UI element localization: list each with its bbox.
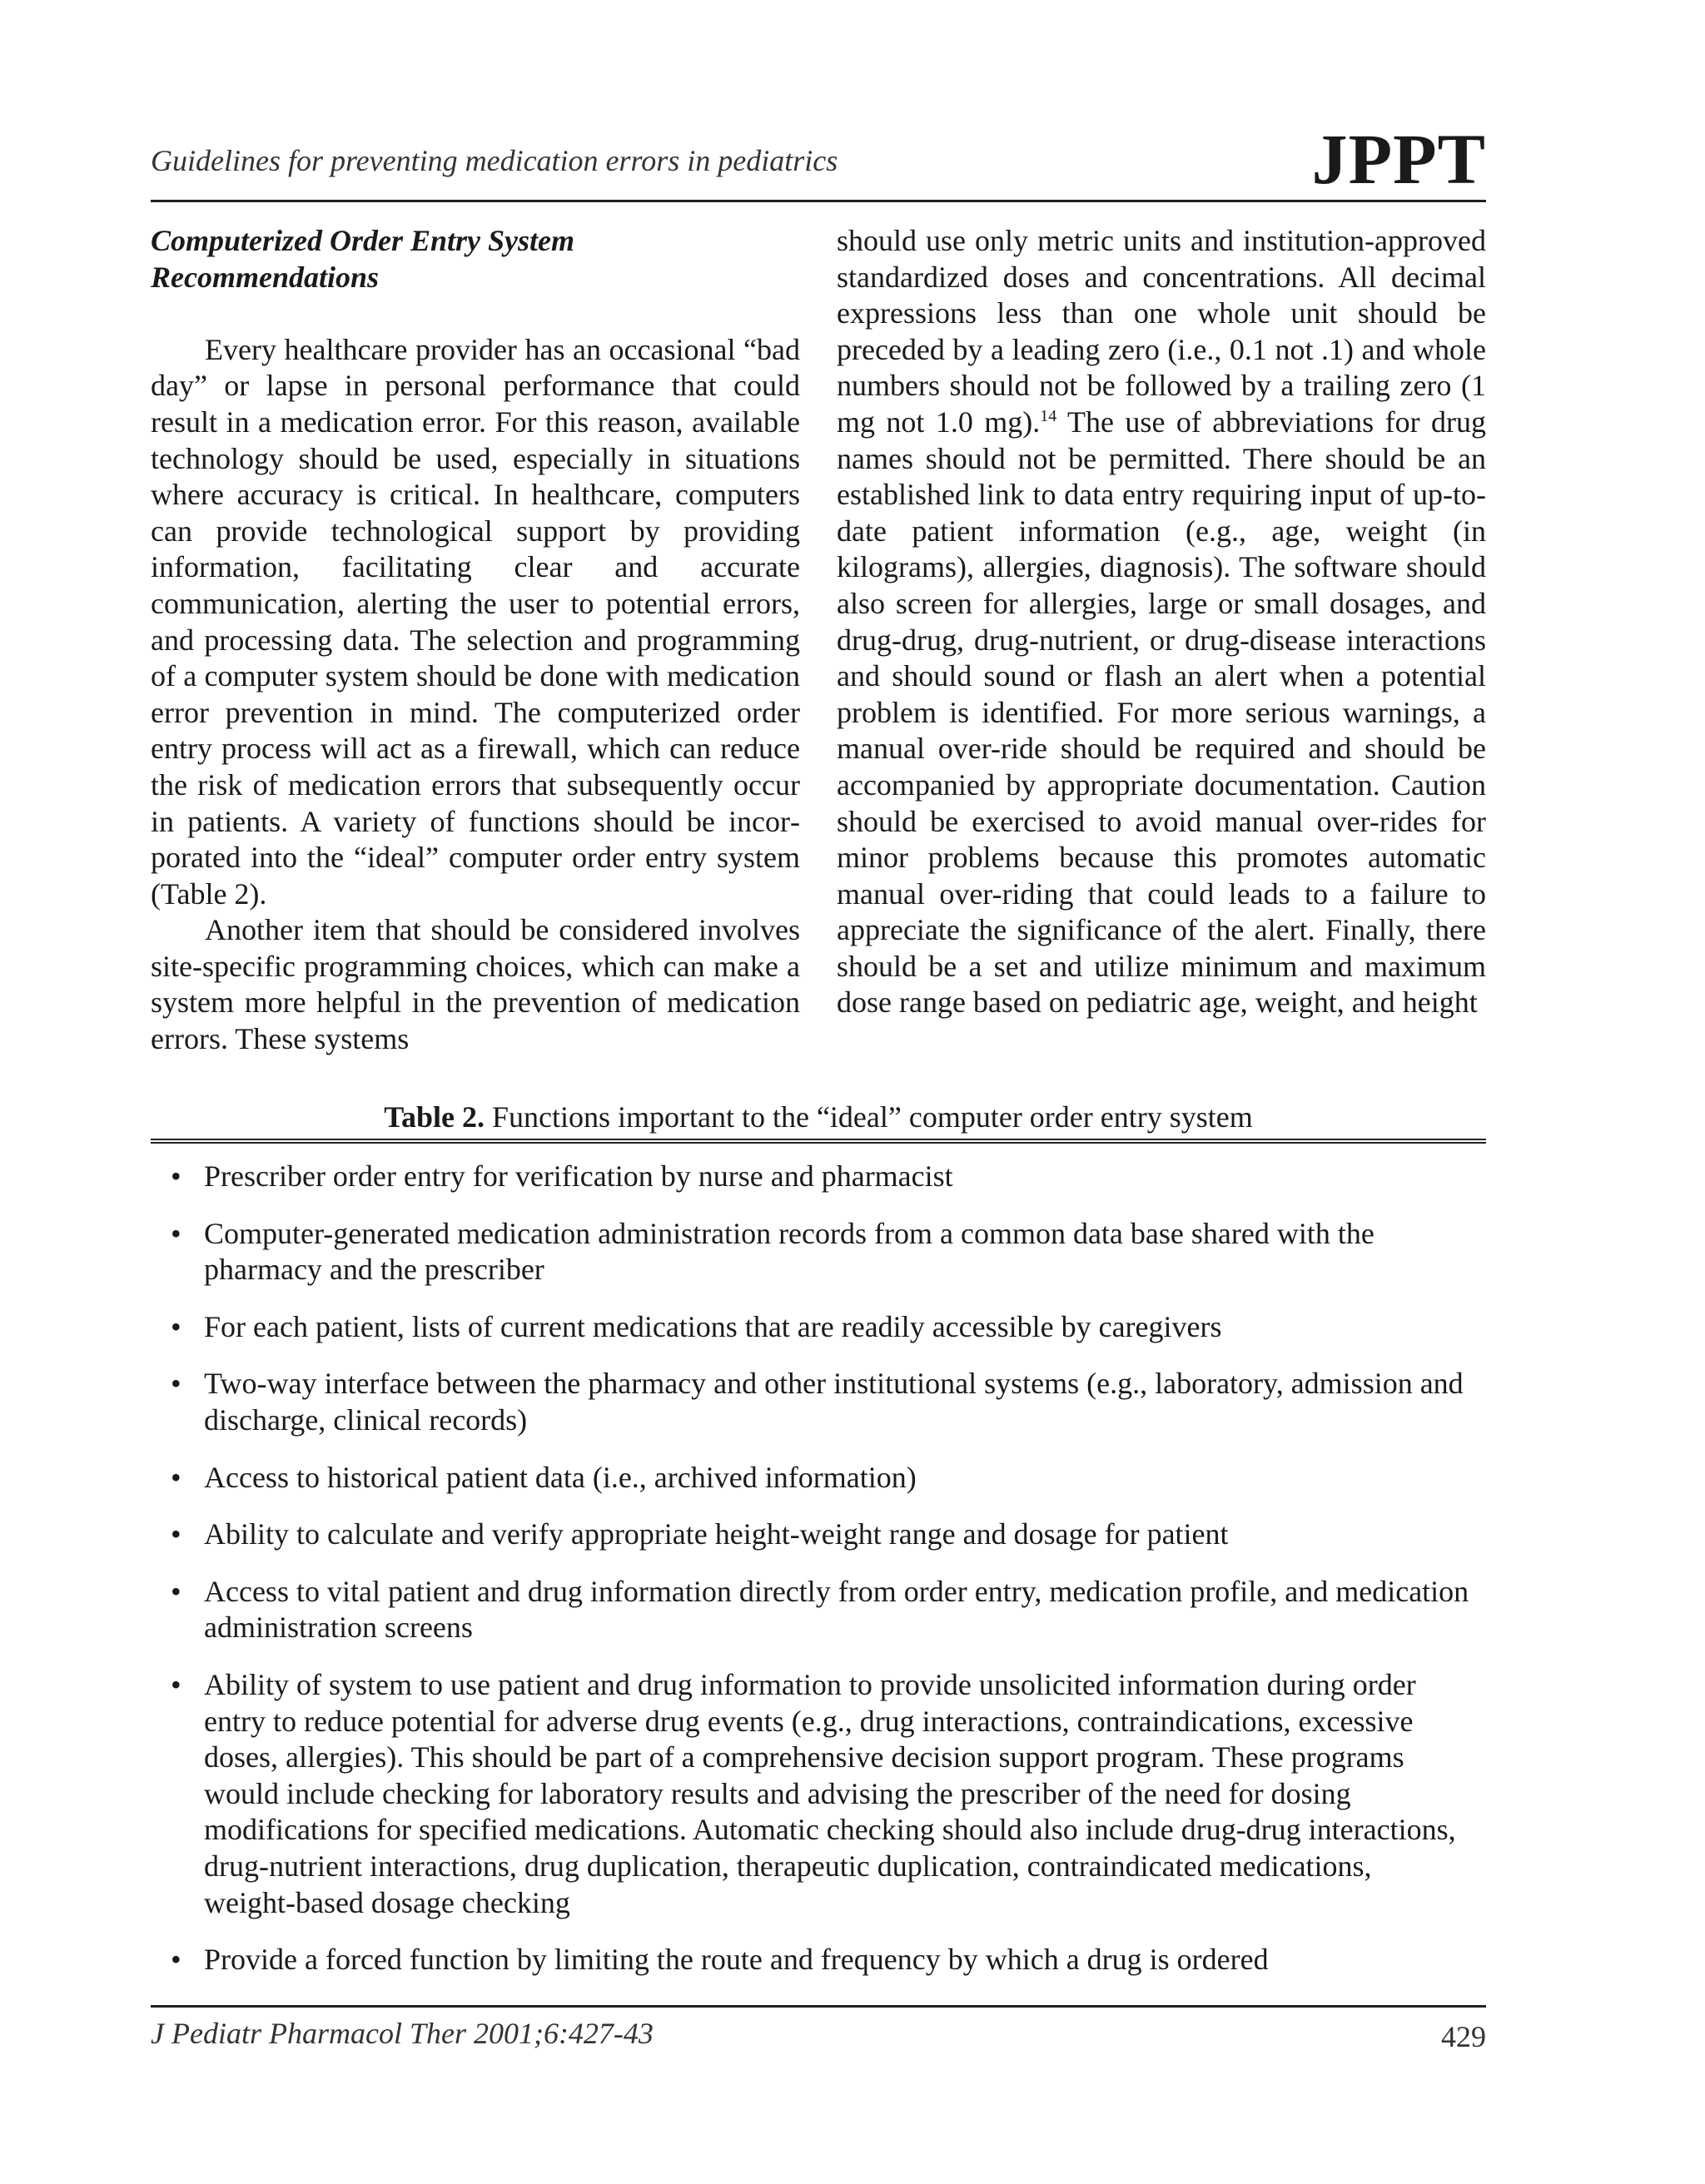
list-item [171,1667,1469,1921]
table-caption [151,1099,1486,1135]
journal-logo: JPPT [1311,119,1486,199]
bullet-icon: • [171,1460,181,1494]
list-item [171,1516,1469,1553]
bullet-icon: • [171,1667,181,1701]
paragraph: Every healthcare provider has an occasional “bad day” or lapse in personal performance that could result in a medication error. For this reason, available technology should be used, especially in situations where accuracy is critical. In healthcare, computers can provide technological support by providing information, facilitating clear and accurate communication, alerting the user to potential errors, and processing data. The selection and programming of a computer system should be done with medication error prevention in mind. The computerized order entry process will act as a firewall, which can reduce the risk of medication errors that subsequently occur in patients. A variety of functions should be incorporated into the “ideal” computer order entry system (Table 2). [151,332,800,911]
list-item-text: Ability of system to use patient and drug information to provide unsolicited information during order entry to reduce potential for adverse drug events (e.g., drug interactions, contraindications, excessive doses, allergies). This should be part of a comprehensive decision support program. These programs would include checking for laboratory results and advising the prescriber of the need for dosing modifications for specified medications. Automatic checking should also include drug-drug interactions, drug-nutrient interactions, drug duplication, therapeutic duplication, contraindicated medications, weight-based dosage checking [204,1667,1456,1919]
paragraph-continued [837,223,1486,1021]
paragraph-text: The use of abbreviations for drug names should not be permitted. There should be an established link to data entry requiring input of up-to-date patient information (e.g., age, weight (in kilograms), allergies, diagnosis). The software should also screen for allergies, large or small dosages, and drug-drug, drug-nutrient, or drug-disease interactions and should sound or flash an alert when a potential problem is identified. For more serious warnings, a manual over-ride should be required and should be accompanied by appropriate documentation. Caution should be exercised to avoid manual over-rides for minor problems because this promotes automatic manual over-riding that could leads to a failure to appreciate the significance of the alert. Finally, there should be a set and utilize minimum and maximum dose range based on pediatric age, weight, and height [837,405,1486,1020]
list-item-text: Two-way interface between the pharmacy and other institutional systems (e.g., laboratory, admission and discharge, clinical records) [204,1367,1464,1437]
bullet-icon: • [171,1574,181,1608]
page-number: 429 [1441,2020,1486,2053]
running-head [151,118,1486,201]
list-item-text: Prescriber order entry for verification by nurse and pharmacist [204,1159,953,1193]
section-heading [151,223,800,295]
bullet-icon: • [171,1367,181,1401]
list-item-text: Access to vital patient and drug information directly from order entry, medication profile, and medication administration screens [204,1574,1469,1645]
footer-citation: J Pediatr Pharmacol Ther 2001;6:427-43 [151,2017,654,2050]
bullet-icon: • [171,1309,181,1343]
table-double-rule [151,1139,1486,1144]
table-caption-text: Functions important to the “ideal” computer order entry system [491,1100,1253,1134]
list-item-text: Ability to calculate and verify appropriate height-weight range and dosage for patient [204,1517,1229,1551]
running-title: Guidelines for preventing medication errors in pediatrics [151,144,838,177]
bullet-icon: • [171,1216,181,1250]
paragraph-text: should use only metric units and institution-approved standardized doses and concentrations. All decimal expressions less than one whole unit should be preceded by a leading zero (i.e., 0.1 not .1) and whole numbers should not be followed by a trailing zero (1 mg not 1.0 mg). [837,224,1486,439]
list-item [171,1574,1469,1646]
list-item [171,1942,1469,1978]
list-item [171,1366,1469,1438]
bullet-icon: • [171,1517,181,1551]
list-item-text: Provide a forced function by limiting the route and frequency by which a drug is ordered [204,1943,1269,1977]
function-list [171,1159,1469,1999]
left-column [151,223,800,1058]
bullet-icon: • [171,1943,181,1977]
list-item [171,1159,1469,1195]
section-heading-line2: Recommendations [151,260,380,294]
right-column [837,223,1486,1021]
header-rule [151,200,1486,202]
paragraph: Another item that should be considered involves site-specific programming choices, which can make a system more helpful in the prevention of medication errors. These systems [151,913,800,1056]
list-item-text: Access to historical patient data (i.e., archived information) [204,1460,917,1494]
list-item [171,1309,1469,1346]
reference-superscript: 14 [1040,406,1057,425]
section-heading-line1: Computerized Order Entry System [151,224,575,257]
bullet-icon: • [171,1159,181,1193]
list-item-text: For each patient, lists of current medications that are readily accessible by caregivers [204,1309,1222,1343]
table-label: Table 2. [384,1100,485,1134]
list-item-text: Computer-generated medication administration records from a common data base shared with the pharmacy and the prescriber [204,1216,1374,1287]
list-item [171,1460,1469,1497]
footer-rule [151,2005,1486,2008]
list-item [171,1216,1469,1288]
